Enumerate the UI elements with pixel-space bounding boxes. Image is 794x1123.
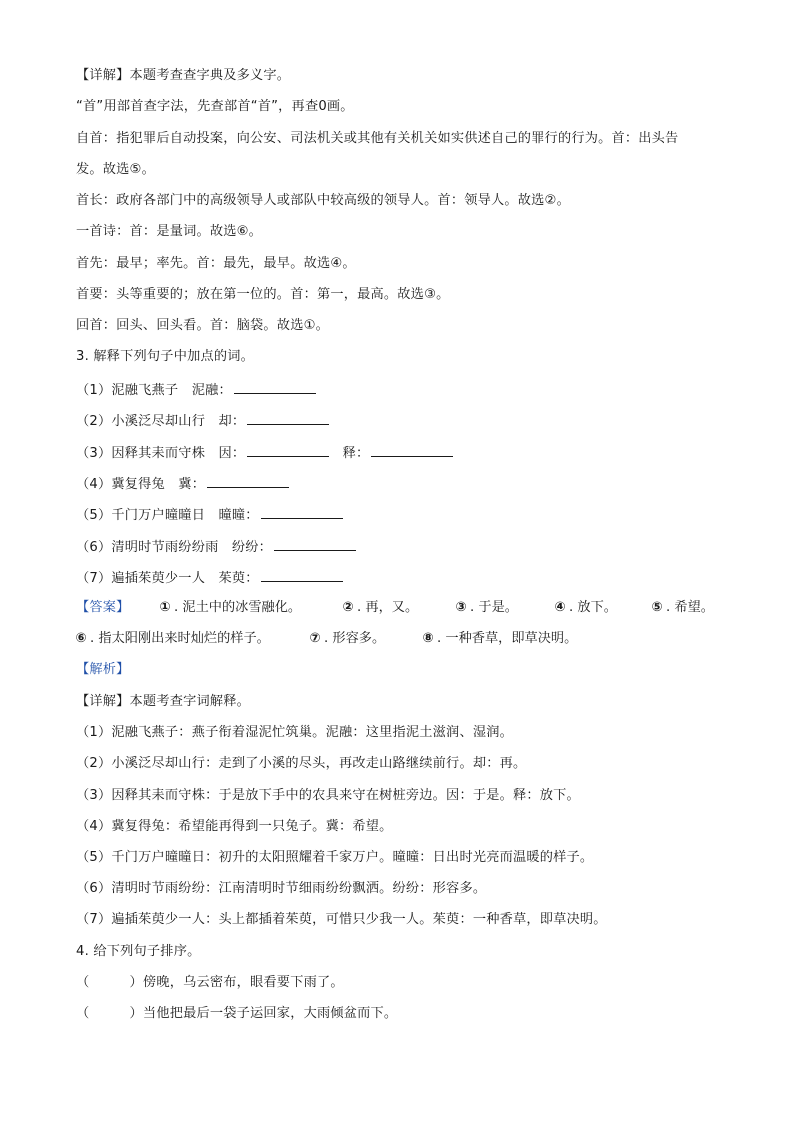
answer-blank[interactable] [207, 474, 289, 488]
answer-number: ⑧ [422, 631, 434, 646]
question-item-text: （2）小溪泛尽却山行 却： [76, 414, 246, 429]
detail-line: （7）遍插茱萸少一人：头上都插着茱萸，可惜只少我一人。茱萸：一种香草，即草决明。 [76, 912, 607, 927]
answer-item [306, 630, 385, 648]
answer-item [648, 599, 714, 617]
question-item-text: （3）因释其耒而守株 因： [76, 446, 246, 461]
answer-blank[interactable] [247, 411, 329, 425]
answer-blank[interactable] [261, 505, 343, 519]
question-title: 4. 给下列句子排序。 [76, 944, 201, 959]
question-item [76, 505, 343, 525]
detail-line: （6）清明时节雨纷纷：江南清明时节细雨纷纷飘洒。纷纷：形容多。 [76, 881, 487, 896]
answer-text: . 一种香草，即草决明。 [437, 631, 578, 646]
question-item-text: （5）千门万户曈曈日 曈曈： [76, 508, 259, 523]
text-line: 首先：最早；率先。首：最先，最早。故选④。 [76, 256, 356, 271]
answer-number: ⑤ [651, 600, 663, 615]
answer-number: ③ [455, 600, 467, 615]
question-item [76, 537, 356, 557]
text-line: 回首：回头、回头看。首：脑袋。故选①。 [76, 318, 329, 333]
answer-number: ⑦ [309, 631, 321, 646]
question-item-text: （6）清明时节雨纷纷雨 纷纷： [76, 540, 273, 555]
ordering-item: （ ）当他把最后一袋子运回家，大雨倾盆而下。 [76, 1006, 398, 1021]
answer-item [419, 630, 577, 648]
analysis-label: 【解析】 [76, 662, 130, 677]
detail-line: 【详解】本题考查字词解释。 [76, 694, 251, 709]
answer-item [72, 630, 270, 648]
answer-blank[interactable] [247, 443, 329, 457]
answer-item [551, 599, 617, 617]
question-title: 3. 解释下列句子中加点的词。 [76, 349, 255, 364]
detail-line: （5）千门万户曈曈日：初升的太阳照耀着千家万户。曈曈：日出时光亮而温暖的样子。 [76, 850, 594, 865]
answer-item [156, 599, 301, 617]
answer-text: . 希望。 [666, 600, 714, 615]
answer-blank[interactable] [274, 537, 356, 551]
answer-number: ① [159, 600, 171, 615]
text-line: 【详解】本题考查查字典及多义字。 [76, 68, 291, 83]
detail-line: （4）冀复得兔：希望能再得到一只兔子。冀：希望。 [76, 819, 393, 834]
answer-text: . 于是。 [470, 600, 518, 615]
detail-line: （2）小溪泛尽却山行：走到了小溪的尽头，再改走山路继续前行。却：再。 [76, 756, 527, 771]
answer-item [452, 599, 518, 617]
answer-label: 【答案】 [76, 600, 130, 615]
question-item [76, 380, 316, 400]
question-item-extra: 释： [329, 446, 370, 461]
answer-text: . 放下。 [569, 600, 617, 615]
text-line: 发。故选⑤。 [76, 162, 155, 177]
answer-text: . 再，又。 [357, 600, 419, 615]
text-line: “首”用部首查字法，先查部首“首”，再查0画。 [76, 99, 354, 114]
answer-text: . 形容多。 [324, 631, 386, 646]
text-line: 首长：政府各部门中的高级领导人或部队中较高级的领导人。首：领导人。故选②。 [76, 193, 570, 208]
question-item-text: （7）遍插茱萸少一人 茱萸： [76, 571, 259, 586]
answer-number: ④ [554, 600, 566, 615]
answer-text: . 指太阳刚出来时灿烂的样子。 [90, 631, 270, 646]
ordering-item: （ ）傍晚，乌云密布，眼看要下雨了。 [76, 975, 344, 990]
answer-blank[interactable] [261, 568, 343, 582]
question-item [76, 568, 343, 588]
question-item [76, 443, 453, 463]
detail-line: （1）泥融飞燕子：燕子衔着湿泥忙筑巢。泥融：这里指泥土滋润、湿润。 [76, 725, 513, 740]
text-line: 一首诗：首：是量词。故选⑥。 [76, 224, 263, 239]
answer-item [339, 599, 418, 617]
question-item-text: （4）冀复得兔 冀： [76, 477, 206, 492]
answer-number: ② [342, 600, 354, 615]
question-item [76, 411, 329, 431]
question-item [76, 474, 289, 494]
answer-blank[interactable] [371, 443, 453, 457]
answer-number: ⑥ [75, 631, 87, 646]
question-item-text: （1）泥融飞燕子 泥融： [76, 383, 232, 398]
text-line: 自首：指犯罪后自动投案，向公安、司法机关或其他有关机关如实供述自己的罪行的行为。首：出头告 [76, 131, 679, 146]
answer-text: . 泥土中的冰雪融化。 [174, 600, 302, 615]
detail-line: （3）因释其耒而守株：于是放下手中的农具来守在树桩旁边。因：于是。释：放下。 [76, 788, 580, 803]
answer-blank[interactable] [234, 380, 316, 394]
text-line: 首要：头等重要的；放在第一位的。首：第一，最高。故选③。 [76, 287, 450, 302]
